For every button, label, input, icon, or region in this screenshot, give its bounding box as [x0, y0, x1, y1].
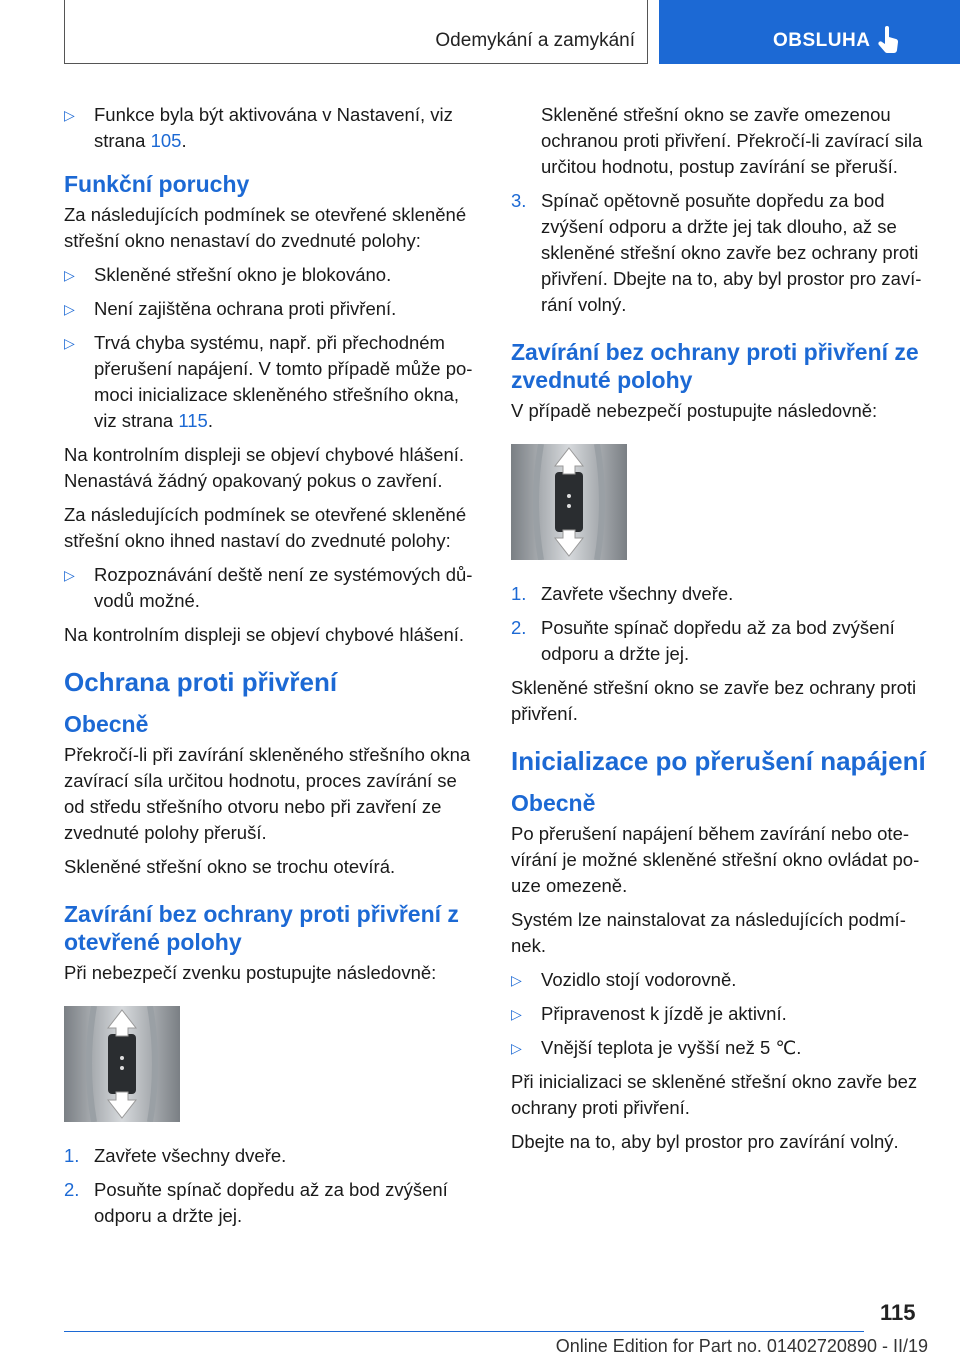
paragraph: Dbejte na to, aby byl prostor pro zavírání volný.	[511, 1131, 899, 1152]
list-item: ▷ Funkce byla být aktivována v Nastavení, viz strana 105.	[64, 102, 480, 154]
list-item: 1. Zavřete všechny dveře.	[64, 1145, 287, 1166]
list-item: 2. Posuňte spínač dopředu až za bod zvýšení odporu a držte jej.	[511, 617, 895, 664]
paragraph: Při nebezpečí zvenku postupujte následovně:	[64, 962, 437, 983]
paragraph: Překročí-li při zavírání skleněného střešního okna zavírací síla určitou hodnotu, proces zavírání se od středu střešního otvoru nebo při zavření ze zvednuté polohy přeruší.	[64, 744, 471, 843]
list-item: 2. Posuňte spínač dopředu až za bod zvýšení odporu a držte jej.	[64, 1179, 448, 1226]
heading-obecne: Obecně	[511, 790, 596, 816]
roof-switch-illustration	[64, 1006, 180, 1122]
triangle-bullet-icon: ▷	[64, 301, 75, 317]
chapter-tab	[659, 0, 960, 64]
triangle-bullet-icon: ▷	[511, 1040, 522, 1056]
paragraph: Skleněné střešní okno se trochu otevírá.	[64, 856, 396, 877]
heading-funkcni-poruchy: Funkční poruchy	[64, 171, 250, 197]
list-item: ▷ Skleněné střešní okno je blokováno.	[64, 262, 480, 288]
roof-switch-illustration	[511, 444, 627, 560]
header-section-box	[64, 0, 648, 64]
footer-divider	[64, 1331, 864, 1332]
paragraph: Při inicializaci se skleněné střešní okno zavře bez ochrany proti přivření.	[511, 1071, 918, 1118]
triangle-bullet-icon: ▷	[64, 335, 75, 351]
paragraph: Po přerušení napájení během zavírání nebo ote‐vírání je možné skleněné střešní okno ovládat po‐uze omezeně.	[511, 823, 920, 896]
triangle-bullet-icon: ▷	[64, 567, 75, 583]
hand-pointer-icon	[877, 26, 901, 54]
list-item: ▷ Vozidlo stojí vodorovně.	[511, 967, 927, 993]
list-item: ▷ Připravenost k jízdě je aktivní.	[511, 1001, 927, 1027]
triangle-bullet-icon: ▷	[511, 972, 522, 988]
list-item: ▷ Není zajištěna ochrana proti přivření.	[64, 296, 480, 322]
heading-inicializace: Inicializace po přerušení napájení	[511, 746, 926, 776]
triangle-bullet-icon: ▷	[64, 267, 75, 283]
paragraph: V případě nebezpečí postupujte následovně:	[511, 400, 878, 421]
left-column	[64, 102, 480, 1237]
triangle-bullet-icon: ▷	[64, 107, 75, 123]
heading-zavirani-zvednute: Zavírání bez ochrany proti přivření ze zvednuté polohy	[511, 339, 919, 393]
chapter-tab-label: OBSLUHA	[773, 30, 871, 51]
list-item: ▷ Trvá chyba systému, např. při přechodném přerušení napájení. V tomto případě může po‐moci inicializace skleněného střešního okna, viz strana 115.	[64, 330, 480, 434]
list-item: 3. Spínač opětovně posuňte dopředu za bod zvýšení odporu a držte jej tak dlouho, až se skleněné střešní okno zavře bez ochrany proti přivření. Dbejte na to, aby byl prostor pro zaví‐rání volný.	[511, 190, 922, 315]
edition-text: Online Edition for Part no. 01402720890 - II/19	[555, 1336, 928, 1356]
list-item: 1. Zavřete všechny dveře.	[511, 583, 734, 604]
triangle-bullet-icon: ▷	[511, 1006, 522, 1022]
heading-zavirani-otevrene: Zavírání bez ochrany proti přivření z otevřené polohy	[64, 901, 459, 955]
paragraph: Skleněné střešní okno se zavře bez ochrany proti přivření.	[511, 677, 917, 724]
paragraph: Na kontrolním displeji se objeví chybové hlášení.	[64, 624, 465, 645]
paragraph: Za následujících podmínek se otevřené skleněné střešní okno nenastaví do zvednuté polohy:	[64, 204, 467, 251]
section-title: Odemykání a zamykání	[435, 30, 635, 51]
paragraph: Na kontrolním displeji se objeví chybové hlášení. Nenastává žádný opakovaný pokus o zavření.	[64, 444, 465, 491]
paragraph: Skleněné střešní okno se zavře omezenou ochranou proti přivření. Překročí-li zavírací sila určitou hodnotu, postup zavírání se přeruší.	[541, 104, 923, 177]
page-number: 115	[880, 1300, 916, 1325]
list-item: ▷ Vnější teplota je vyšší než 5 ℃.	[511, 1035, 927, 1061]
paragraph: Za následujících podmínek se otevřené skleněné střešní okno ihned nastaví do zvednuté polohy:	[64, 504, 467, 551]
heading-obecne: Obecně	[64, 711, 149, 737]
paragraph: Systém lze nainstalovat za následujících podmí‐nek.	[511, 909, 906, 956]
heading-ochrana: Ochrana proti přivření	[64, 667, 338, 697]
list-item: ▷ Rozpoznávání deště není ze systémových dů‐vodů možné.	[64, 562, 480, 614]
right-column	[511, 102, 927, 1163]
page-link[interactable]: 105	[150, 130, 182, 151]
page-link[interactable]: 115	[178, 410, 208, 431]
